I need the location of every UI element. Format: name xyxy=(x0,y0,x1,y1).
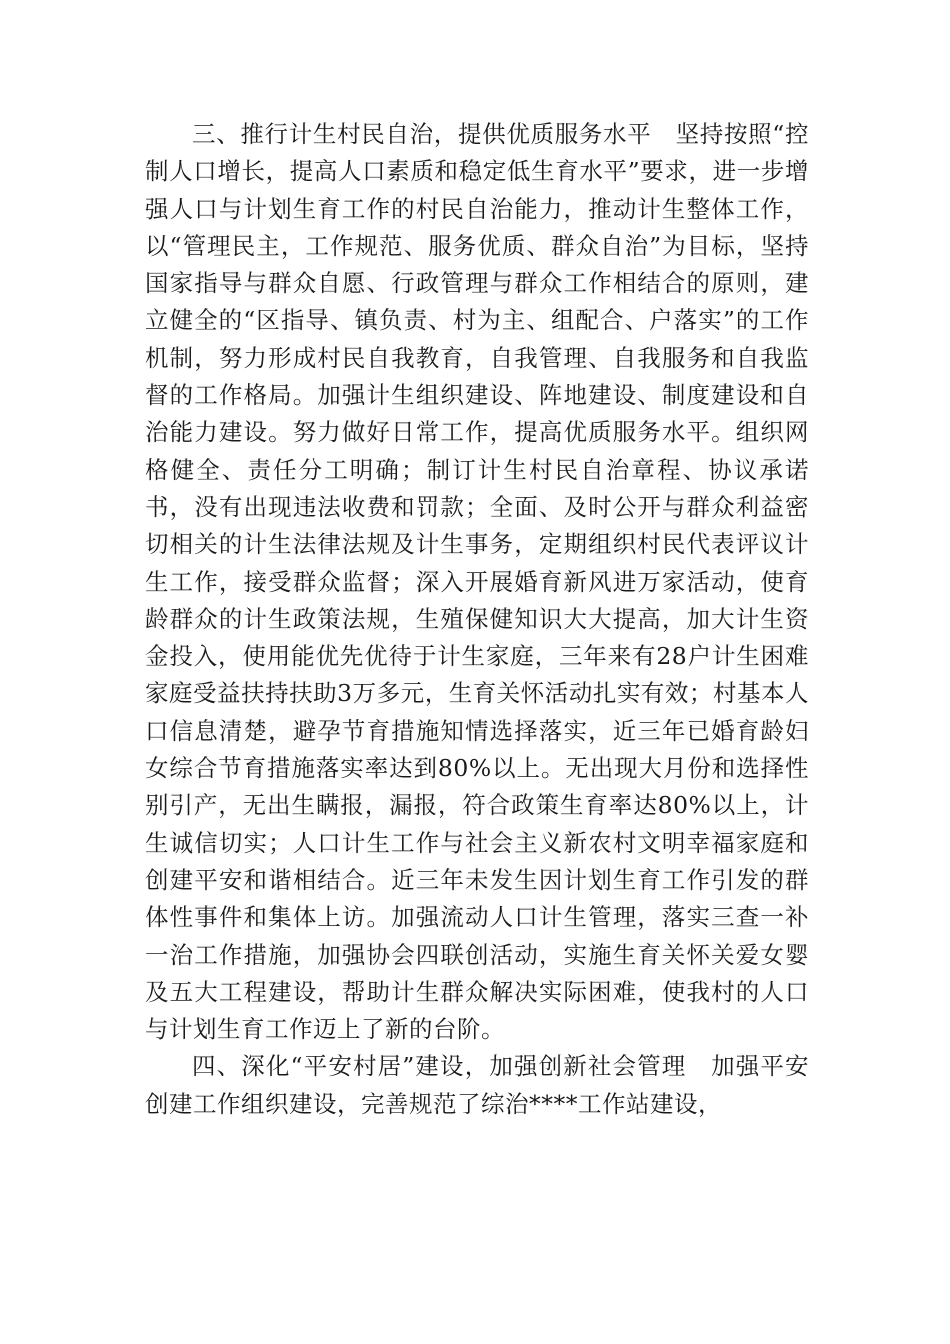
document-body xyxy=(145,116,809,1123)
paragraph-section-4: 四、深化“平安村居”建设，加强创新社会管理 加强平安创建工作组织建设，完善规范了综治****工作站建设， xyxy=(145,1052,809,1118)
paragraph-section-3: 三、推行计生村民自治，提供优质服务水平 坚持按照“控制人口增长，提高人口素质和稳定低生育水平”要求，进一步增强人口与计划生育工作的村民自治能力，推动计生整体工作，以“管理民主，工作规范、服务优质、群众自治”为目标，坚持国家指导与群众自愿、行政管理与群众工作相结合的原则，建立健全的“区指导、镇负责、村为主、组配合、户落实”的工作机制，努力形成村民自我教育，自我管理、自我服务和自我监督的工作格局。加强计生组织建设、阵地建设、制度建设和自治能力建设。努力做好日常工作，提高优质服务水平。组织网格健全、责任分工明确；制订计生村民自治章程、协议承诺书，没有出现违法收费和罚款；全面、及时公开与群众利益密切相关的计生法律法规及计生事务，定期组织村民代表评议计生工作，接受群众监督；深入开展婚育新风进万家活动，使育龄群众的计生政策法规，生殖保健知识大大提高，加大计生资金投入，使用能优先优待于计生家庭，三年来有28户计生困难家庭受益扶持扶助3万多元，生育关怀活动扎实有效；村基本人口信息清楚，避孕节育措施知情选择落实，近三年已婚育龄妇女综合节育措施落实率达到80%以上。无出现大月份和选择性别引产，无出生瞒报，漏报，符合政策生育率达80%以上，计生诚信切实；人口计生工作与社会主义新农村文明幸福家庭和创建平安和谐相结合。近三年未发生因计划生育工作引发的群体性事件和集体上访。加强流动人口计生管理，落实三查一补一治工作措施，加强协会四联创活动，实施生育关怀关爱女婴及五大工程建设，帮助计生群众解决实际困难，使我村的人口与计划生育工作迈上了新的台阶。 xyxy=(145,120,809,1044)
